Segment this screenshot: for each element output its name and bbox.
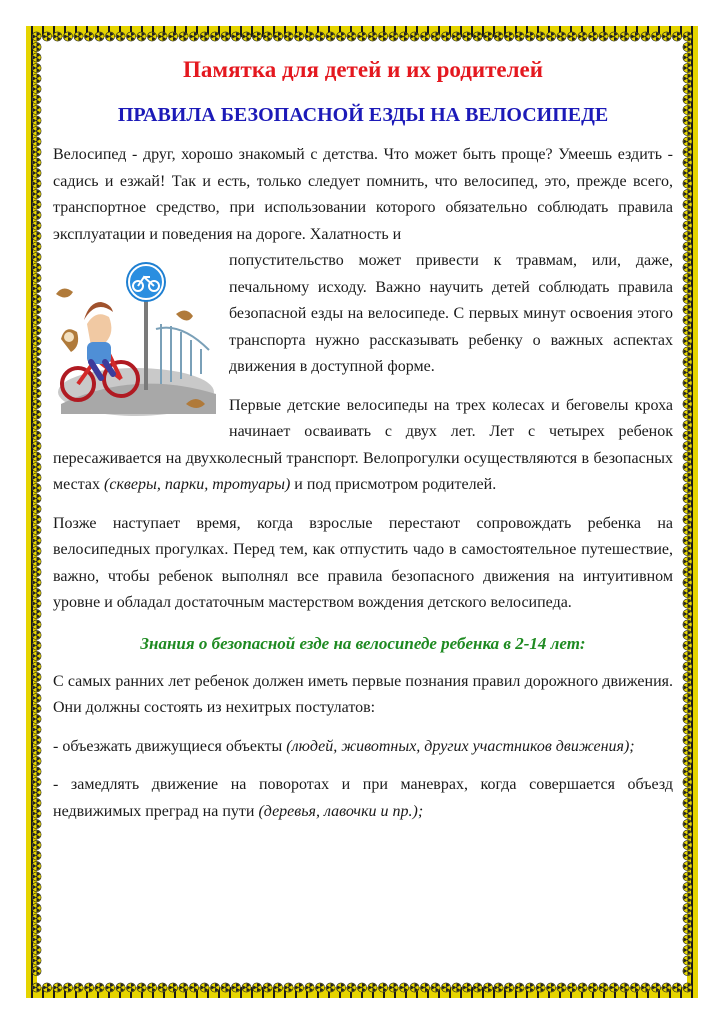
intro-paragraph: [53, 142, 673, 381]
paragraph-later: Позже наступает время, когда взрослые перестают сопровождать ребенка на велосипедных прогулках. Перед тем, как отпустить чадо в самостоятельное путешествие, важно, чтобы ребенок выполнял все правила безопасного движения на интуитивном уровне и обладал достаточным мастерством вождения детского велосипеда.: [53, 514, 673, 611]
paragraph-first-bikes-italic: (скверы, парки, тротуары): [104, 476, 291, 493]
rule-item-1-text: - объезжать движущиеся объекты: [53, 737, 287, 755]
document-body: [53, 50, 673, 825]
page-subtitle: ПРАВИЛА БЕЗОПАСНОЙ ЕЗДЫ НА ВЕЛОСИПЕДЕ: [117, 104, 609, 126]
intro-text-continued: попустительство может привести к травмам, или, даже, печальному исходу. Важно научить детей соблюдать правила безопасной езды на велосипеде. С первых минут освоения этого транспорта нужно рассказывать ребенку о важных аспектах движения в доступной форме.: [229, 252, 673, 375]
paragraph-first-bikes-text: Первые детские велосипеды на трех колесах и беговелы кроха начинает осваивать с двух лет. Лет с четырех ребенок пересаживается на двухколесный транспорт. Велопрогулки осуществляются в безопасных местах: [53, 396, 673, 493]
rule-item-1: [53, 734, 673, 761]
rule-item-2: [53, 772, 673, 825]
page-title: Памятка для детей и их родителей: [183, 57, 543, 82]
paragraph-rules-intro: С самых ранних лет ребенок должен иметь первые познания правил дорожного движения. Они должны состоять из нехитрых постулатов:: [53, 672, 673, 716]
paragraph-first-bikes-tail: и под присмотром родителей.: [290, 476, 497, 493]
rule-item-2-text: - замедлять движение на поворотах и при маневрах, когда совершается объезд недвижимых преград на пути: [53, 776, 673, 820]
intro-text: Велосипед - друг, хорошо знакомый с детства. Что может быть проще? Умеешь ездить - садись и езжай! Так и есть, только следует помнить, что велосипед, это, прежде всего, транспортное средство, при использовании которого обязательно соблюдать правила эксплуатации и поведения на дороге. Халатность и: [53, 146, 673, 243]
rule-item-1-italic: (людей, животных, других участников движения);: [286, 737, 635, 755]
child-on-bicycle-illustration: [51, 254, 221, 424]
rule-item-2-italic: (деревья, лавочки и пр.);: [258, 802, 424, 820]
section-heading: Знания о безопасной езде на велосипеде ребенка в 2-14 лет:: [140, 633, 586, 653]
